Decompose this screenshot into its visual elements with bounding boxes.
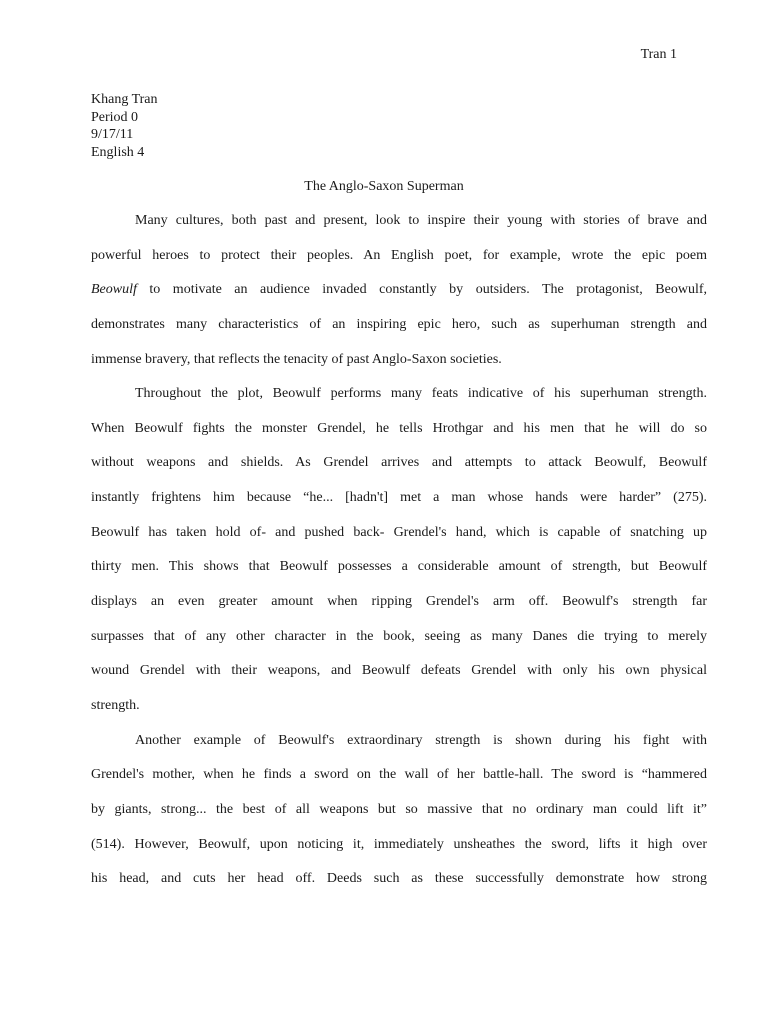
body-line: strength. bbox=[91, 697, 140, 713]
body-line: Beowulf has taken hold of- and pushed back- Grendel's hand, which is capable of snatching up bbox=[91, 524, 707, 540]
body-line: without weapons and shields. As Grendel arrives and attempts to attack Beowulf, Beowulf bbox=[91, 455, 707, 471]
body-line-text: to motivate an audience invaded constantly by outsiders. The protagonist, Beowulf, bbox=[136, 282, 707, 298]
date: 9/17/11 bbox=[91, 127, 134, 142]
body-line: When Beowulf fights the monster Grendel, he tells Hrothgar and his men that he will do so bbox=[91, 420, 707, 436]
body-line: Grendel's mother, when he finds a sword on the wall of her battle-hall. The sword is “hammered bbox=[91, 767, 707, 783]
body-line: Many cultures, both past and present, look to inspire their young with stories of brave and bbox=[135, 213, 707, 228]
body-line: powerful heroes to protect their peoples. An English poet, for example, wrote the epic poem bbox=[91, 247, 707, 263]
body-line bbox=[91, 281, 707, 316]
body-line: his head, and cuts her head off. Deeds such as these successfully demonstrate how strong bbox=[91, 871, 707, 887]
course-name: English 4 bbox=[91, 144, 145, 160]
body-line: (514). However, Beowulf, upon noticing it, immediately unsheathes the sword, lifts it high over bbox=[91, 836, 707, 852]
running-head: Tran 1 bbox=[640, 47, 677, 62]
body-line: Throughout the plot, Beowulf performs many feats indicative of his superhuman strength. bbox=[135, 386, 707, 402]
essay-title: The Anglo-Saxon Superman bbox=[304, 179, 464, 194]
class-period: Period 0 bbox=[91, 109, 139, 125]
body-line: Another example of Beowulf's extraordinary strength is shown during his fight with bbox=[135, 732, 707, 748]
body-line: thirty men. This shows that Beowulf possesses a considerable amount of strength, but Beowulf bbox=[91, 559, 707, 575]
body-line: immense bravery, that reflects the tenacity of past Anglo-Saxon societies. bbox=[91, 351, 502, 367]
body-line: displays an even greater amount when ripping Grendel's arm off. Beowulf's strength far bbox=[91, 594, 707, 610]
book-title: Beowulf bbox=[91, 282, 137, 298]
essay-body bbox=[91, 212, 707, 905]
author-name: Khang Tran bbox=[91, 92, 158, 107]
body-line: wound Grendel with their weapons, and Beowulf defeats Grendel with only his own physical bbox=[91, 663, 707, 679]
heading-block bbox=[91, 91, 158, 161]
body-line: instantly frightens him because “he... [hadn't] met a man whose hands were harder” (275). bbox=[91, 490, 707, 506]
body-line: surpasses that of any other character in the book, seeing as many Danes die trying to merely bbox=[91, 628, 707, 644]
body-line: by giants, strong... the best of all weapons but so massive that no ordinary man could lift it” bbox=[91, 801, 707, 817]
body-line: demonstrates many characteristics of an inspiring epic hero, such as superhuman strength and bbox=[91, 316, 707, 332]
